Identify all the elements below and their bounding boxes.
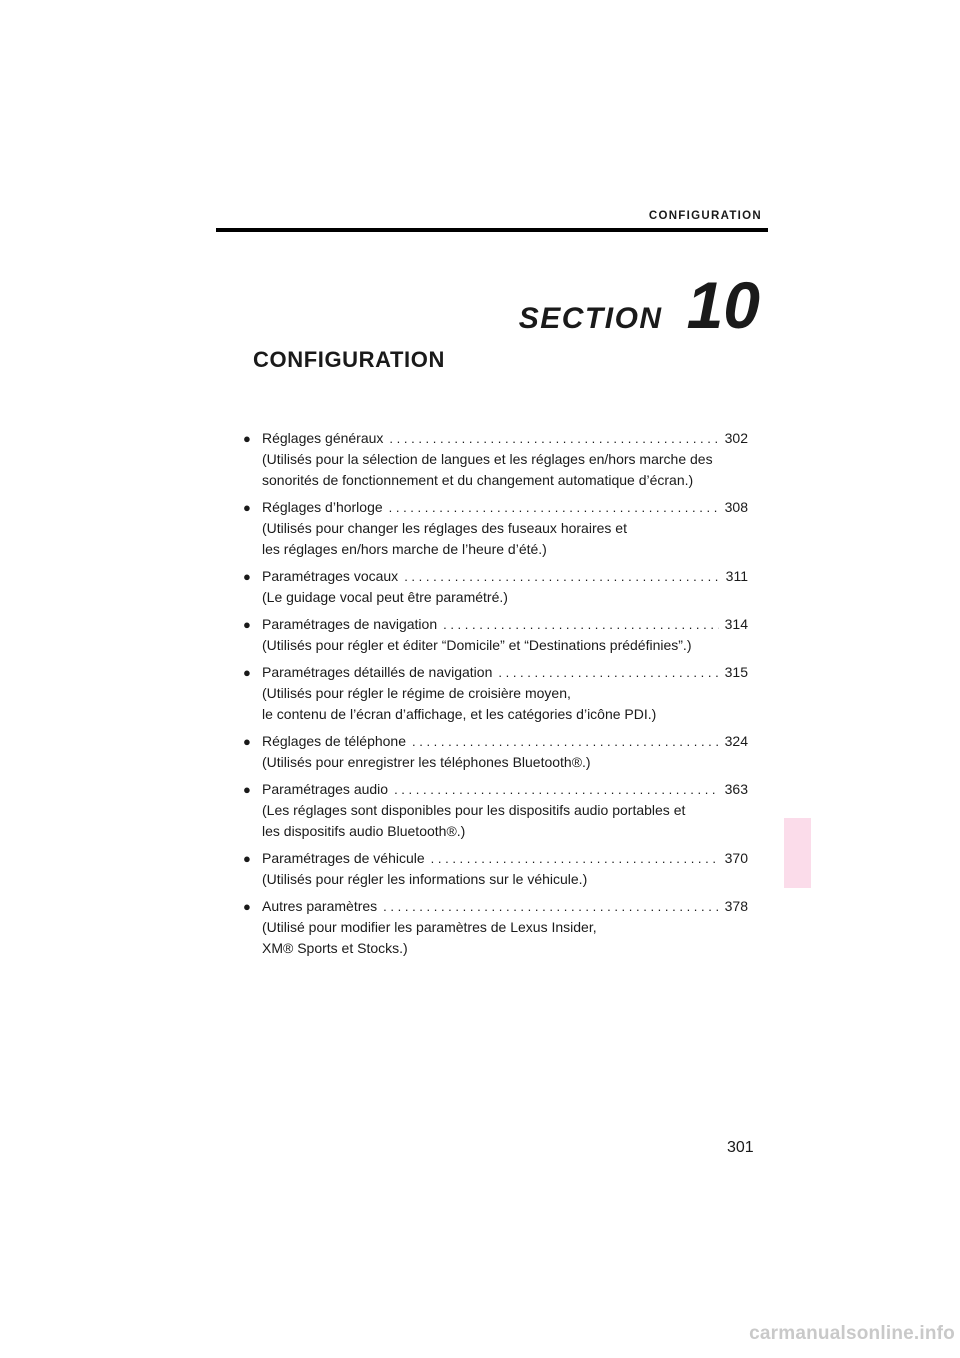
bullet-icon: ● [243,899,251,914]
running-header: CONFIGURATION [648,210,762,222]
toc-entry-title: Paramétrages audio [262,781,389,797]
description-line: (Les réglages sont disponibles pour les dispositifs audio portables et [262,802,686,818]
toc-entry-page: 324 [724,733,748,749]
toc-entry-line [243,779,748,800]
toc-entry-page: 311 [725,568,748,584]
toc-entry-line [243,662,748,683]
toc-entry-description [243,449,748,491]
description-line: (Utilisés pour régler les informations sur le véhicule.) [262,871,588,887]
description-line: (Utilisé pour modifier les paramètres de Lexus Insider, [262,919,597,935]
description-line: sonorités de fonctionnement et du changement automatique d’écran.) [262,472,694,488]
toc-entry-line [243,497,748,518]
toc-entry [243,896,748,959]
description-line: (Utilisés pour régler et éditer “Domicile” et “Destinations prédéfinies”.) [262,637,692,653]
chapter-title: CONFIGURATION [253,347,445,372]
bullet-icon: ● [243,734,251,749]
bullet-icon: ● [243,851,251,866]
toc-entry [243,566,748,608]
toc-entry [243,614,748,656]
toc-entry-description [243,917,748,959]
dot-leader [431,848,719,869]
section-word: SECTION [518,302,663,335]
toc-entry-title: Autres paramètres [262,898,378,914]
toc-entry-description [243,752,748,773]
dot-leader [383,896,718,917]
toc-entry-description [243,518,748,560]
section-heading [0,268,760,342]
toc-entry-title: Réglages généraux [262,430,384,446]
bullet-icon: ● [243,665,251,680]
toc-entry-page: 363 [724,781,748,797]
description-line: (Utilisés pour changer les réglages des fuseaux horaires et [262,520,627,536]
watermark: carmanualsonline.info [749,1323,955,1344]
toc-entry [243,779,748,842]
description-line: (Utilisés pour la sélection de langues et les réglages en/hors marche des [262,451,713,467]
description-line: le contenu de l’écran d’affichage, et les catégories d’icône PDI.) [262,706,657,722]
toc-entry-description [243,635,748,656]
dot-leader [412,731,719,752]
section-number: 10 [686,268,760,342]
toc-entry-description [243,869,748,890]
page-number: 301 [727,1139,754,1156]
description-line: (Utilisés pour enregistrer les téléphones Bluetooth®.) [262,754,591,770]
toc-entry-title: Réglages d’horloge [262,499,383,515]
toc-entry [243,731,748,773]
bullet-icon: ● [243,617,251,632]
toc-entry-description [243,587,748,608]
toc-entry-page: 378 [724,898,748,914]
description-line: les dispositifs audio Bluetooth®.) [262,823,466,839]
toc-entry [243,848,748,890]
toc-entry [243,662,748,725]
section-thumb-tab [784,818,811,888]
toc-entry-page: 308 [724,499,748,515]
toc-entry-title: Paramétrages vocaux [262,568,399,584]
header-rule [216,228,768,232]
description-line: XM® Sports et Stocks.) [262,940,408,956]
bullet-icon: ● [243,782,251,797]
toc-entry-line [243,896,748,917]
toc-entry-line [243,566,748,587]
toc-entry-page: 302 [724,430,748,446]
bullet-icon: ● [243,431,251,446]
toc-entry-title: Paramétrages de navigation [262,616,438,632]
dot-leader [443,614,719,635]
dot-leader [498,662,718,683]
toc-entry-description [243,683,748,725]
toc-entry [243,428,748,491]
dot-leader [389,497,719,518]
toc-entry-line [243,848,748,869]
toc-entry [243,497,748,560]
description-line: les réglages en/hors marche de l’heure d’été.) [262,541,547,557]
description-line: (Utilisés pour régler le régime de croisière moyen, [262,685,571,701]
toc-entry-title: Paramétrages détaillés de navigation [262,664,493,680]
toc-entry-description [243,800,748,842]
toc-entry-page: 370 [724,850,748,866]
toc-entry-title: Réglages de téléphone [262,733,407,749]
toc-entry-title: Paramétrages de véhicule [262,850,425,866]
bullet-icon: ● [243,500,251,515]
description-line: (Le guidage vocal peut être paramétré.) [262,589,508,605]
toc-entry-line [243,731,748,752]
toc-entry-page: 314 [724,616,748,632]
table-of-contents [243,428,748,965]
toc-entry-line [243,428,748,449]
dot-leader [394,779,719,800]
dot-leader [389,428,718,449]
dot-leader [404,566,719,587]
toc-entry-page: 315 [724,664,748,680]
bullet-icon: ● [243,569,251,584]
toc-entry-line [243,614,748,635]
